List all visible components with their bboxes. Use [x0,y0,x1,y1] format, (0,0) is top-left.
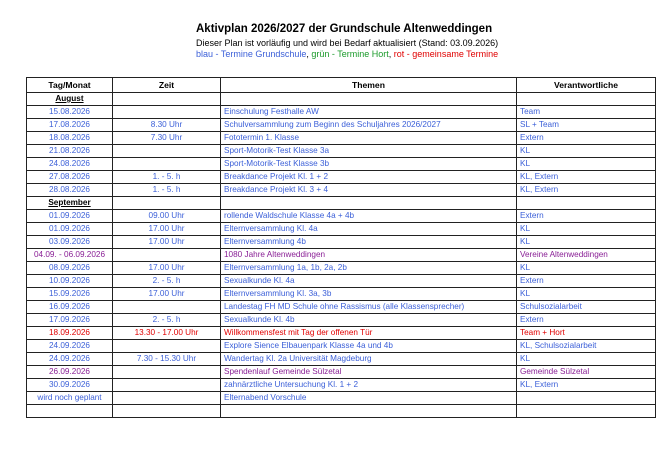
table-row [27,171,656,184]
cell-responsible: Extern [517,210,656,223]
column-header-time: Zeit [113,78,221,93]
cell-time [113,392,221,405]
cell-topic: Willkommensfest mit Tag der offenen Tür [221,327,517,340]
cell-time: 8.30 Uhr [113,119,221,132]
cell-date: 30.09.2026 [27,379,113,392]
cell-date: 24.09.2026 [27,340,113,353]
cell-date: 10.09.2026 [27,275,113,288]
column-header-responsible: Verantwortliche [517,78,656,93]
cell-topic: zahnärztliche Untersuchung Kl. 1 + 2 [221,379,517,392]
cell-time [113,340,221,353]
table-header-row [27,78,656,93]
column-header-date: Tag/Monat [27,78,113,93]
table-row [27,353,656,366]
cell-topic: rollende Waldschule Klasse 4a + 4b [221,210,517,223]
table-row [27,301,656,314]
table-row [27,262,656,275]
legend-green: grün - Termine Hort [311,49,389,59]
cell-responsible: Schulsozialarbeit [517,301,656,314]
cell-date: 01.09.2026 [27,223,113,236]
cell-time [113,301,221,314]
cell-topic: Elternversammlung 4b [221,236,517,249]
cell-time: 17.00 Uhr [113,223,221,236]
month-label: September [27,197,113,210]
cell-time [113,197,221,210]
cell-date [27,405,113,418]
cell-date: 18.09.2026 [27,327,113,340]
cell-time: 2. - 5. h [113,314,221,327]
legend-blue: blau - Termine Grundschule [196,49,307,59]
cell-topic [221,405,517,418]
cell-topic: Sexualkunde Kl. 4b [221,314,517,327]
column-header-topic: Themen [221,78,517,93]
cell-time [113,145,221,158]
cell-topic: Elternversammlung Kl. 4a [221,223,517,236]
document-header [196,22,656,60]
cell-responsible: Extern [517,314,656,327]
cell-date: 28.08.2026 [27,184,113,197]
cell-topic: Elternversammlung 1a, 1b, 2a, 2b [221,262,517,275]
cell-time: 13.30 - 17.00 Uhr [113,327,221,340]
cell-responsible: KL, Schulsozialarbeit [517,340,656,353]
cell-responsible [517,197,656,210]
cell-time [113,249,221,262]
legend-separator: , [388,49,394,59]
table-row [27,249,656,262]
cell-date: 27.08.2026 [27,171,113,184]
cell-responsible [517,392,656,405]
table-row [27,314,656,327]
cell-date: wird noch geplant [27,392,113,405]
table-row [27,119,656,132]
cell-topic: Explore Sience Elbauenpark Klasse 4a und 4b [221,340,517,353]
cell-time: 7.30 Uhr [113,132,221,145]
cell-time: 7.30 - 15.30 Uhr [113,353,221,366]
schedule-table [26,77,656,418]
cell-time [113,158,221,171]
cell-topic: Wandertag Kl. 2a Universität Magdeburg [221,353,517,366]
cell-topic: Schulversammlung zum Beginn des Schuljahres 2026/2027 [221,119,517,132]
legend-separator: , [306,49,312,59]
month-label: August [27,93,113,106]
cell-date: 17.08.2026 [27,119,113,132]
table-row [27,223,656,236]
cell-topic: Landestag FH MD Schule ohne Rassismus (alle Klassensprecher) [221,301,517,314]
cell-topic: Sport-Motorik-Test Klasse 3a [221,145,517,158]
table-body [27,93,656,418]
table-row [27,132,656,145]
cell-date: 16.09.2026 [27,301,113,314]
cell-time: 09.00 Uhr [113,210,221,223]
cell-time [113,366,221,379]
cell-time: 17.00 Uhr [113,288,221,301]
cell-time: 17.00 Uhr [113,262,221,275]
cell-responsible: Extern [517,275,656,288]
cell-topic [221,197,517,210]
cell-date: 26.09.2026 [27,366,113,379]
cell-time [113,106,221,119]
table-row [27,158,656,171]
cell-topic: Sport-Motorik-Test Klasse 3b [221,158,517,171]
cell-responsible: Team [517,106,656,119]
cell-date: 24.09.2026 [27,353,113,366]
table-row [27,288,656,301]
legend-red: rot - gemeinsame Termine [393,49,499,59]
cell-responsible: KL [517,353,656,366]
table-row [27,275,656,288]
cell-topic: Elternabend Vorschule [221,392,517,405]
table-row [27,392,656,405]
cell-date: 08.09.2026 [27,262,113,275]
cell-responsible: KL [517,262,656,275]
cell-responsible: Team + Hort [517,327,656,340]
cell-topic: Elternversammlung Kl. 3a, 3b [221,288,517,301]
cell-time: 1. - 5. h [113,171,221,184]
cell-responsible: KL [517,145,656,158]
cell-topic [221,93,517,106]
cell-date: 17.09.2026 [27,314,113,327]
cell-date: 03.09.2026 [27,236,113,249]
table-row [27,379,656,392]
cell-topic: Einschulung Festhalle AW [221,106,517,119]
document-subtitle: Dieser Plan ist vorläufig und wird bei Bedarf aktualisiert (Stand: 03.09.2026) [196,38,499,48]
cell-date: 18.08.2026 [27,132,113,145]
cell-topic: Sexualkunde Kl. 4a [221,275,517,288]
cell-responsible: KL, Extern [517,379,656,392]
document-title: Aktivplan 2026/2027 der Grundschule Altenweddingen [196,23,493,35]
cell-date: 24.08.2026 [27,158,113,171]
table-row [27,145,656,158]
cell-responsible [517,93,656,106]
table-row [27,405,656,418]
table-row [27,106,656,119]
table-row [27,366,656,379]
cell-date: 15.08.2026 [27,106,113,119]
cell-topic: Breakdance Projekt Kl. 1 + 2 [221,171,517,184]
cell-responsible: KL, Extern [517,171,656,184]
cell-topic: Spendenlauf Gemeinde Sülzetal [221,366,517,379]
cell-topic: 1080 Jahre Altenweddingen [221,249,517,262]
color-legend [196,49,656,60]
cell-responsible: KL [517,236,656,249]
cell-responsible: KL [517,158,656,171]
cell-topic: Breakdance Projekt Kl. 3 + 4 [221,184,517,197]
table-row [27,327,656,340]
table-row [27,236,656,249]
cell-responsible [517,405,656,418]
cell-responsible: Extern [517,132,656,145]
cell-responsible: KL, Extern [517,184,656,197]
cell-date: 04.09. - 06.09.2026 [27,249,113,262]
cell-time [113,93,221,106]
table-row [27,210,656,223]
cell-time: 1. - 5. h [113,184,221,197]
cell-date: 21.08.2026 [27,145,113,158]
month-row [27,93,656,106]
cell-date: 15.09.2026 [27,288,113,301]
cell-responsible: Gemeinde Sülzetal [517,366,656,379]
cell-responsible: Vereine Altenweddingen [517,249,656,262]
month-row [27,197,656,210]
cell-responsible: SL + Team [517,119,656,132]
table-row [27,340,656,353]
cell-time: 2. - 5. h [113,275,221,288]
cell-time: 17.00 Uhr [113,236,221,249]
cell-date: 01.09.2026 [27,210,113,223]
cell-time [113,379,221,392]
cell-time [113,405,221,418]
cell-responsible: KL [517,288,656,301]
cell-responsible: KL [517,223,656,236]
table-row [27,184,656,197]
cell-topic: Fototermin 1. Klasse [221,132,517,145]
